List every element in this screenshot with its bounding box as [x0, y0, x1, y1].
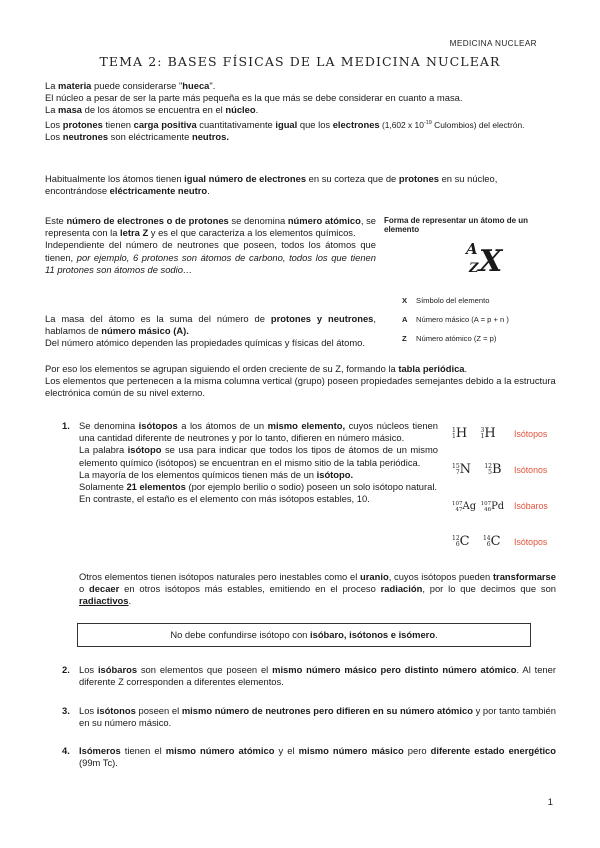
page-number: 1	[547, 796, 553, 807]
label-isotopos: Isótopos	[514, 429, 548, 439]
paragraph-mass-number: La masa del átomo es la suma del número de protones y neutrones, hablamos de número másico (A). Del número atómico dependen las propiedades químicas y físicas del átomo.	[45, 313, 376, 349]
nuclide-h1: 1 1H	[452, 426, 468, 441]
intro-line-3: La masa de los átomos se encuentra en el núcleo.	[45, 104, 259, 116]
label-isotopos-2: Isótopos	[514, 537, 548, 547]
nuclide-c12: 12 6C	[452, 534, 470, 549]
list-number-2: 2.	[62, 664, 70, 675]
warning-callout: No debe confundirse isótopo con isóbaro, isótonos e isómero.	[77, 623, 531, 647]
nuclide-pair-1	[452, 424, 496, 442]
legend-row-x: X Símbolo del elemento	[402, 296, 490, 305]
nuclide-pair-3	[452, 496, 504, 514]
intro-line-5: Los neutrones son eléctricamente neutros.	[45, 130, 229, 142]
list-number-4: 4.	[62, 745, 70, 756]
intro-line-1: La materia puede considerarse "hueca".	[45, 80, 216, 91]
nuclide-c14: 14 6C	[482, 534, 501, 549]
paragraph-neutral: Habitualmente los átomos tienen igual número de electrones en su corteza que de protones en su núcleo, encontrándose eléctricamente neutro.	[45, 173, 498, 197]
label-isotonos: Isótonos	[514, 465, 548, 475]
nuclide-b12: 12 5B	[484, 462, 502, 477]
atomic-number-symbol: Z	[469, 261, 479, 276]
element-symbol: X	[479, 244, 503, 279]
figure-title: Forma de representar un átomo de un elemento	[384, 216, 529, 234]
legend-row-a: A Número másico (A = p + n )	[402, 315, 509, 324]
atom-notation-figure	[384, 216, 564, 344]
isobars-paragraph: Los isóbaros son elementos que poseen el mismo número másico pero distinto número atómico. Al tener diferente Z corresponden a diferentes elementos.	[79, 664, 556, 688]
intro-line-4: Los protones tienen carga positiva cuantitativamente igual que los electrones (1,602 x $10^{-19}$ Culombios) del electrón.	[45, 118, 525, 130]
radioactive-paragraph: Otros elementos tienen isótopos naturales pero inestables como el uranio, cuyos isótopos pueden transformarse o decaer en otros isótopos más estables, emitiendo en el proceso radiación, por lo que decimos que son radiactivos.	[79, 571, 557, 607]
nuclide-pair-2	[452, 460, 502, 478]
nuclide-notation	[466, 240, 526, 284]
running-header: MEDICINA NUCLEAR	[449, 39, 537, 48]
list-number-3: 3.	[62, 705, 70, 716]
isotopes-paragraph: Se denomina isótopos a los átomos de un mismo elemento, cuyos núcleos tienen una cantidad diferente de neutrones y por lo tanto, difieren en número másico. La palabra isótopo se usa para indicar que todos los tipos de átomos de un mismo elemento químico (isótopos) se encuentran en el mismo sitio de la tabla periódica. La mayoría de los elementos químicos tienen más de un isótopo. Solamente 21 elementos (por ejemplo berilio o sodio) poseen un solo isótopo natural. En contraste, el estaño es el elemento con más isótopos estables, 10.	[79, 420, 438, 505]
mass-number-symbol: A	[466, 240, 478, 258]
paragraph-periodic-table: Por eso los elementos se agrupan siguiendo el orden creciente de su Z, formando la tabla periódica. Los elementos que pertenecen a la misma columna vertical (grupo) poseen propiedades semejantes debido a la estructura electrónica común de su nivel externo.	[45, 363, 556, 399]
page-title: TEMA 2: BASES FÍSICAS DE LA MEDICINA NUCLEAR	[99, 54, 501, 69]
legend-row-z: Z Número atómico (Z = p)	[402, 334, 497, 343]
isotones-paragraph: Los isótonos poseen el mismo número de neutrones pero difieren en su número atómico y por tanto también en su número másico.	[79, 705, 556, 729]
paragraph-atomic-number: Este número de electrones o de protones se denomina número atómico, se representa con la letra Z y es el que caracteriza a los elementos químicos. Independiente del número de neutrones que poseen, todos los átomos que tienen, por ejemplo, 6 protones son átomos de carbono, todos los que tienen 11 protones son átomos de sodio…	[45, 215, 376, 275]
isomers-paragraph: Isómeros tienen el mismo número atómico y el mismo número másico pero diferente estado energético (99m Tc).	[79, 745, 556, 769]
label-isobaros: Isóbaros	[514, 501, 548, 511]
nuclide-n15: 15 7N	[452, 462, 472, 477]
list-number-1: 1.	[62, 420, 70, 431]
intro-block	[45, 80, 555, 143]
nuclide-pair-4	[452, 532, 501, 550]
intro-line-2: El núcleo a pesar de ser la parte más pequeña es la que más se debe considerar en cuanto a masa.	[45, 92, 463, 104]
nuclide-h3: 3 1H	[480, 426, 496, 441]
nuclide-ag107: 107 47Ag	[452, 500, 477, 513]
nuclide-pd107: 107 46Pd	[480, 500, 505, 513]
nuclide-examples	[452, 420, 572, 560]
